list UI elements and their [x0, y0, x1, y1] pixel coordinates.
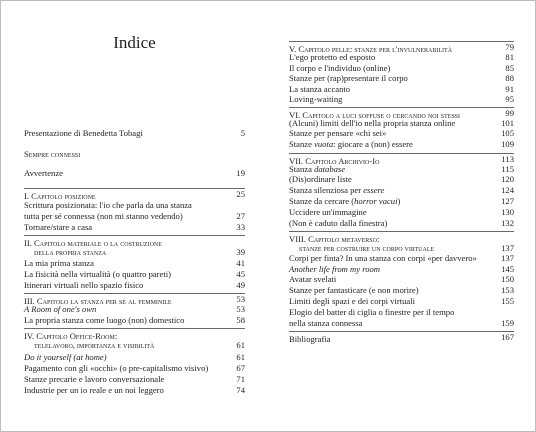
page-number: 137: [501, 253, 514, 263]
toc-entry: [24, 128, 245, 138]
page-number: 53: [236, 304, 245, 314]
toc-entry: [289, 94, 514, 104]
entry-title: (Alcuni) limiti dell'io nella propria stanza online: [289, 118, 456, 128]
page-number: 39: [236, 247, 245, 257]
entry-title: La propria stanza come luogo (non) domestico: [24, 315, 185, 325]
toc-entry: [289, 84, 514, 94]
chapter-heading: Sempre connessi: [24, 149, 81, 159]
toc-entry: [289, 307, 514, 317]
page-number: 33: [236, 222, 245, 232]
page-number: 167: [501, 332, 514, 342]
entry-title: Industrie per un io reale e un noi leggero: [24, 385, 164, 395]
entry-title: Itinerari virtuali nello spazio fisico: [24, 280, 144, 290]
entry-title-part: Stanza: [289, 164, 315, 174]
page-number: 113: [501, 154, 514, 164]
entry-title-part: database: [314, 164, 346, 174]
entry-title: Avvertenze: [24, 168, 63, 178]
entry-title: nella stanza connessa: [289, 318, 363, 328]
toc-entry: [24, 247, 245, 258]
toc-entry: [289, 264, 514, 274]
chapter-heading: II. Capitolo materiale o la costruzione: [24, 238, 162, 248]
page-number: 105: [501, 128, 514, 138]
entry-title: La stanza accanto: [289, 84, 351, 94]
chapter-heading: VI. Capitolo a luci soffuse o cercando noi stessi: [289, 110, 461, 120]
toc-entry: [24, 374, 245, 384]
entry-title: Do it yourself (at home): [24, 352, 107, 362]
page-number: 145: [501, 264, 514, 274]
toc-entry: [289, 174, 514, 184]
toc-entry: [289, 118, 514, 128]
toc-entry: [24, 385, 245, 395]
toc-entry: [24, 363, 245, 373]
entry-title-part: : giocare a (non) essere: [333, 139, 413, 149]
chapter-subheading: telelavoro, importanza e visibilità: [34, 341, 155, 350]
entry-title: [289, 139, 413, 149]
page-number: 27: [236, 211, 245, 221]
entry-title: La fisicità nella virtualità (o quattro pareti): [24, 269, 171, 279]
chapter-heading: I. Capitolo posizione: [24, 191, 96, 201]
page-number: 124: [501, 185, 514, 195]
chapter-heading: III. Capitolo la stanza per sé al femminile: [24, 296, 172, 306]
entry-title-part: Stanze da cercare (: [289, 196, 355, 206]
toc-entry: [289, 285, 514, 295]
entry-title: Stanze precarie e lavoro conversazionale: [24, 374, 165, 384]
page-number: 153: [501, 285, 514, 295]
entry-title: La mia prima stanza: [24, 258, 94, 268]
entry-title: Limiti degli spazi e dei corpi virtuali: [289, 296, 416, 306]
toc-entry: [289, 207, 514, 217]
page-number: 67: [236, 363, 245, 373]
entry-title: Uccidere un'immagine: [289, 207, 367, 217]
entry-title: Stanze per (rap)presentare il corpo: [289, 73, 408, 83]
entry-title: Bibliografia: [289, 334, 331, 344]
page-number: 71: [236, 374, 245, 384]
entry-title: Il corpo e l'individuo (online): [289, 63, 391, 73]
toc-entry: [24, 168, 245, 178]
toc-entry: [24, 280, 245, 290]
page-number: 41: [236, 258, 245, 268]
entry-title-part: vuota: [314, 139, 334, 149]
toc-entry: [24, 315, 245, 325]
chapter-subheading: stanze per costruire un corpo virtuale: [299, 244, 435, 253]
page-number: 101: [501, 118, 514, 128]
page-number: 5: [240, 128, 245, 138]
toc-entry: [24, 200, 245, 210]
toc-entry: [289, 139, 514, 149]
page-number: 150: [501, 274, 514, 284]
entry-title: tutta per sé connessa (non mi stanno vedendo): [24, 211, 183, 221]
toc-entry: [24, 269, 245, 279]
page-number: 74: [236, 385, 245, 395]
toc-entry: [289, 128, 514, 138]
toc-entry: [289, 164, 514, 174]
entry-title: [289, 196, 400, 206]
page-number: 61: [236, 352, 245, 362]
toc-entry: [289, 73, 514, 83]
page-number: 25: [236, 189, 245, 199]
toc-entry: [24, 304, 245, 314]
entry-title: Presentazione di Benedetta Tobagi: [24, 128, 143, 138]
entry-title: [289, 185, 384, 195]
entry-title: Stanze per pensare «chi sei»: [289, 128, 387, 138]
entry-title: Elogio del batter di ciglia o finestre per il tempo: [289, 307, 455, 317]
toc-entry: [289, 196, 514, 206]
entry-title: Another life from my room: [289, 264, 381, 274]
page-number: 130: [501, 207, 514, 217]
page-number: 61: [236, 340, 245, 350]
entry-title-part: horror vacui: [354, 196, 398, 206]
toc-entry: [289, 318, 514, 328]
page-number: 155: [501, 296, 514, 306]
page-number: 58: [236, 315, 245, 325]
entry-title: [289, 164, 345, 174]
chapter-heading: VII. Capitolo Archivio-Io: [289, 156, 380, 166]
entry-title: Pagamento con gli «occhi» (o pre-capitalismo visivo): [24, 363, 209, 373]
chapter-heading: VIII. Capitolo metaverso:: [289, 234, 380, 244]
toc-entry: [24, 352, 245, 362]
toc-entry: [289, 52, 514, 62]
entry-title: Tornare/stare a casa: [24, 222, 93, 232]
entry-title: Avatar svelati: [289, 274, 337, 284]
page-number: 115: [501, 164, 514, 174]
toc-entry: [289, 296, 514, 306]
page-number: 132: [501, 218, 514, 228]
toc-entry: [289, 218, 514, 228]
page-number: 159: [501, 318, 514, 328]
page-number: 53: [236, 294, 245, 304]
toc-entry: [289, 63, 514, 73]
chapter-heading: IV. Capitolo Office-Room:: [24, 331, 118, 341]
entry-title-part: Stanza silenziosa per: [289, 185, 364, 195]
page-number: 95: [505, 94, 514, 104]
entry-title: (Non è caduto dalla finestra): [289, 218, 388, 228]
page-number: 109: [501, 139, 514, 149]
toc-entry: [289, 253, 514, 263]
entry-title: Corpi per finta? In una stanza con corpi «per davvero»: [289, 253, 477, 263]
page-number: 88: [505, 73, 514, 83]
entry-title: (Dis)ordinare liste: [289, 174, 352, 184]
entry-title: Loving-waiting: [289, 94, 343, 104]
entry-title-part: essere: [363, 185, 385, 195]
entry-title: Stanze per fantasticare (e non morire): [289, 285, 419, 295]
page-number: 85: [505, 63, 514, 73]
toc-entry: [289, 331, 514, 344]
entry-title-part: ): [397, 196, 401, 206]
page-number: 127: [501, 196, 514, 206]
entry-title: L'ego protetto ed esposto: [289, 52, 376, 62]
page-number: 81: [505, 52, 514, 62]
toc-entry: [24, 340, 245, 351]
page-title: Indice: [113, 33, 156, 52]
entry-title-part: Stanze: [289, 139, 315, 149]
entry-title: A Room of one's own: [24, 304, 97, 314]
page-number: 45: [236, 269, 245, 279]
page-number: 19: [236, 168, 245, 178]
entry-title: Scrittura posizionata: l'io che parla da una stanza: [24, 200, 192, 210]
toc-entry: [289, 185, 514, 195]
page-number: 91: [505, 84, 514, 94]
toc-entry: [24, 149, 245, 159]
chapter-heading: V. Capitolo pelle: stanze per l'invulnerabilità: [289, 44, 453, 54]
page-number: 49: [236, 280, 245, 290]
toc-entry: [24, 211, 245, 221]
page-number: 99: [505, 108, 514, 118]
chapter-subheading: della propria stanza: [34, 248, 107, 257]
page-number: 120: [501, 174, 514, 184]
toc-entry: [24, 222, 245, 232]
toc-entry: [289, 274, 514, 284]
page-number: 137: [501, 243, 514, 253]
page-number: 79: [505, 42, 514, 52]
toc-entry: [24, 258, 245, 268]
